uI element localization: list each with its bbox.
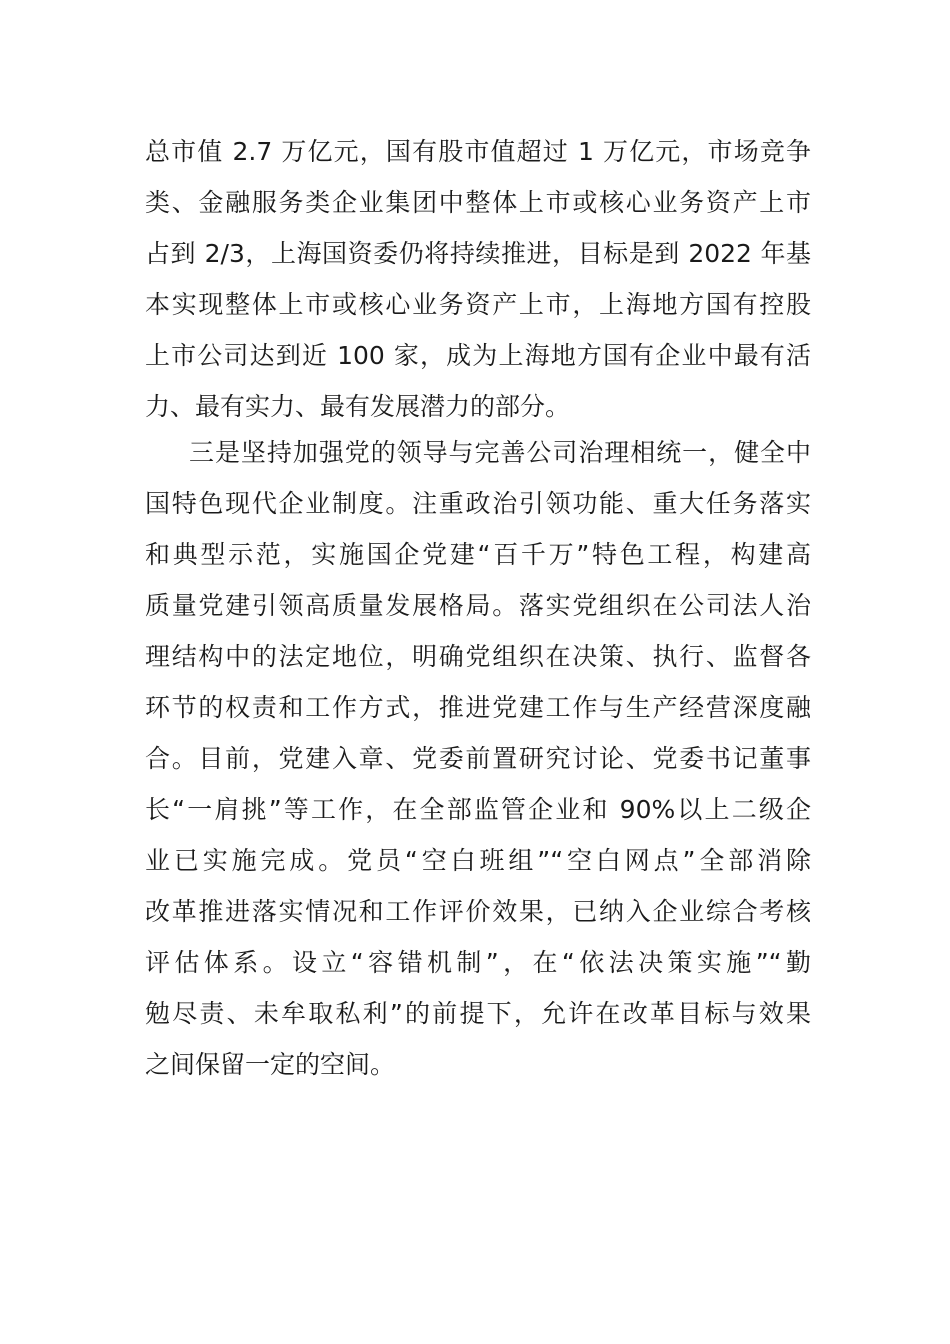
text-line: 占到 2/3，上海国资委仍将持续推进，目标是到 2022 年基 <box>145 239 811 268</box>
text-line: 上市公司达到近 100 家，成为上海地方国有企业中最有活 <box>145 341 811 370</box>
text-line: 本实现整体上市或核心业务资产上市，上海地方国有控股 <box>145 290 811 319</box>
text-line: 力、最有实力、最有发展潜力的部分。 <box>145 392 571 421</box>
text-line: 之间保留一定的空间。 <box>145 1050 396 1079</box>
text-line: 合。目前，党建入章、党委前置研究讨论、党委书记董事 <box>145 744 811 773</box>
text-line: 总市值 2.7 万亿元，国有股市值超过 1 万亿元，市场竞争 <box>145 137 811 166</box>
text-line: 三是坚持加强党的领导与完善公司治理相统一，健全中 <box>189 438 811 467</box>
text-line: 改革推进落实情况和工作评价效果，已纳入企业综合考核 <box>145 897 811 926</box>
text-line: 理结构中的法定地位，明确党组织在决策、执行、监督各 <box>145 642 811 671</box>
text-line: 类、金融服务类企业集团中整体上市或核心业务资产上市 <box>145 188 811 217</box>
text-line: 业已实施完成。党员“空白班组”“空白网点”全部消除 <box>145 846 811 875</box>
paragraph-market-value <box>145 126 811 432</box>
text-line: 质量党建引领高质量发展格局。落实党组织在公司法人治 <box>145 591 811 620</box>
text-line: 环节的权责和工作方式，推进党建工作与生产经营深度融 <box>145 693 811 722</box>
text-line: 和典型示范，实施国企党建“百千万”特色工程，构建高 <box>145 540 811 569</box>
text-line: 勉尽责、未牟取私利”的前提下，允许在改革目标与效果 <box>145 999 811 1028</box>
text-line: 评估体系。设立“容错机制”，在“依法决策实施”“勤 <box>145 948 811 977</box>
paragraph-party-leadership <box>145 427 811 1090</box>
text-line: 长“一肩挑”等工作，在全部监管企业和 90%以上二级企 <box>145 795 811 824</box>
text-line: 国特色现代企业制度。注重政治引领功能、重大任务落实 <box>145 489 811 518</box>
